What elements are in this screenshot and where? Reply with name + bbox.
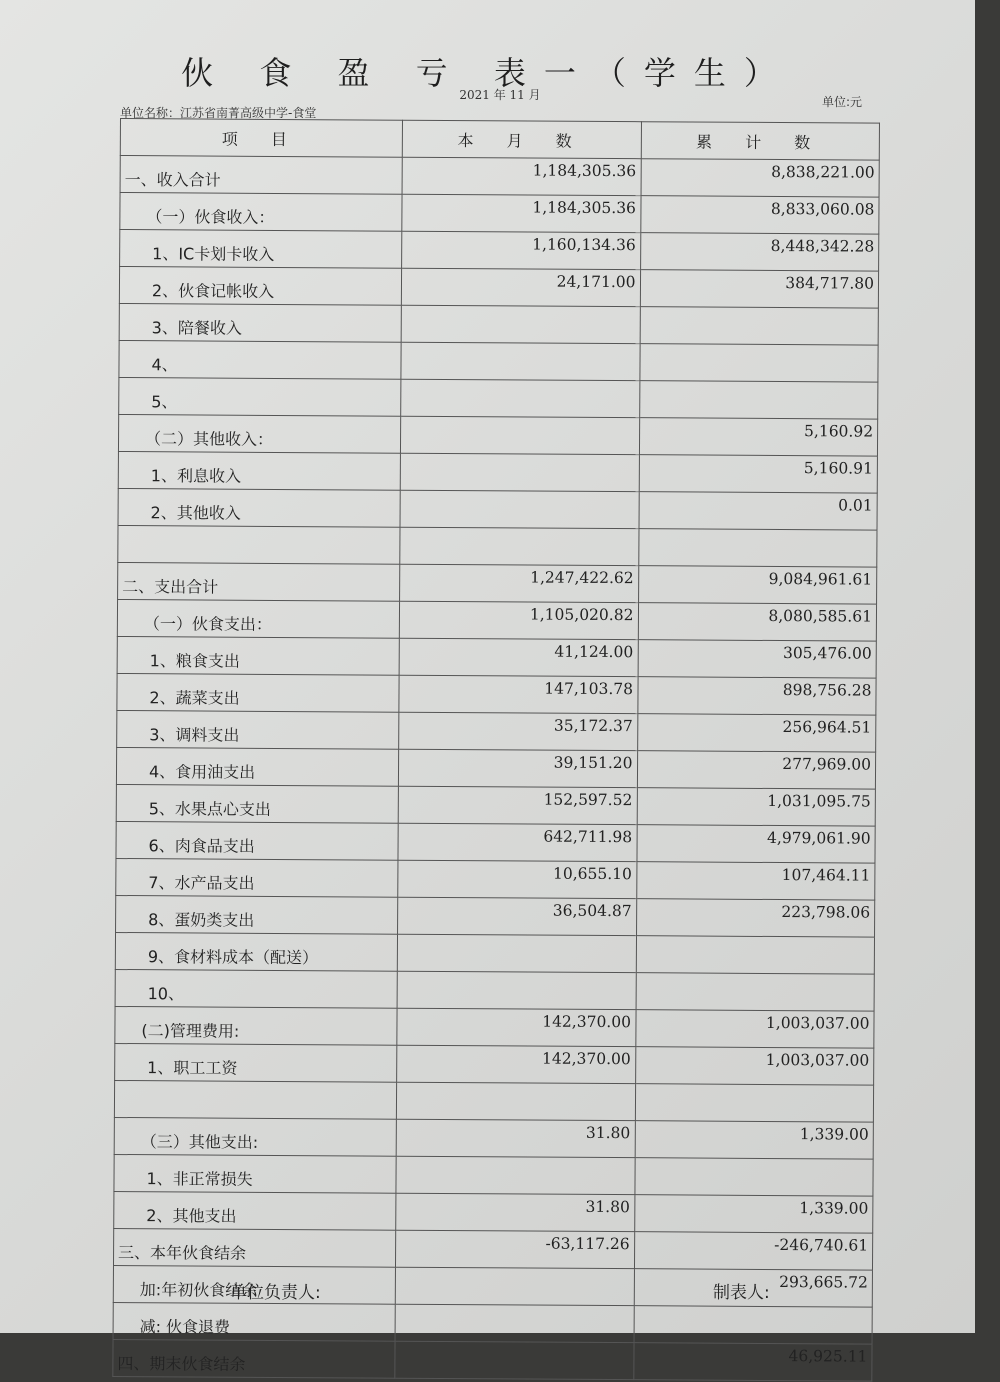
- total-cell: 8,838,221.00: [641, 159, 880, 197]
- total-cell: 256,964.51: [637, 714, 876, 752]
- table-row: [117, 599, 876, 641]
- total-cell: 5,160.92: [639, 418, 878, 456]
- item-cell: 8、蛋奶类支出: [116, 895, 398, 934]
- item-cell: 加:年初伙食结余: [113, 1265, 395, 1304]
- total-cell: 277,969.00: [637, 751, 876, 789]
- item-cell: （二）其他收入：: [118, 414, 400, 453]
- total-cell: 898,756.28: [637, 677, 876, 715]
- month-cell: [395, 1304, 634, 1342]
- table-row: [116, 895, 875, 937]
- month-cell: 152,597.52: [398, 786, 637, 824]
- table-row: [120, 230, 879, 272]
- item-cell: （三）其他支出:: [114, 1117, 396, 1156]
- item-cell: 三、本年伙食结余: [113, 1228, 395, 1267]
- month-cell: [401, 342, 640, 380]
- month-cell: 35,172.37: [399, 712, 638, 750]
- month-cell: 39,151.20: [398, 749, 637, 787]
- total-cell: 1,339.00: [634, 1195, 873, 1233]
- report-date: 2021 年 11 月: [459, 88, 541, 102]
- month-cell: 31.80: [396, 1193, 635, 1231]
- month-cell: [396, 1156, 635, 1194]
- month-cell: [400, 416, 639, 454]
- month-cell: 642,711.98: [398, 823, 637, 861]
- item-cell: 1、IC卡划卡收入: [120, 230, 402, 269]
- month-cell: [395, 1341, 634, 1379]
- total-cell: [638, 529, 877, 567]
- unit-name: 单位名称：江苏省南菁高级中学-食堂: [120, 106, 317, 120]
- table-row: [116, 821, 875, 863]
- table-row: [115, 969, 874, 1011]
- total-cell: [634, 1158, 873, 1196]
- item-cell: 6、肉食品支出: [116, 821, 398, 860]
- total-cell: 4,979,061.90: [636, 825, 875, 863]
- total-cell: 1,003,037.00: [635, 1047, 874, 1085]
- item-cell: (二)管理费用:: [115, 1006, 397, 1045]
- profit-loss-table: [112, 118, 880, 1382]
- table-row: [115, 1043, 874, 1085]
- item-cell: 减: 伙食退费: [113, 1302, 395, 1341]
- total-cell: 9,084,961.61: [638, 566, 877, 604]
- total-cell: 223,798.06: [636, 899, 875, 937]
- month-cell: 1,160,134.36: [402, 231, 641, 269]
- total-cell: 8,080,585.61: [638, 603, 877, 641]
- table-row: [118, 488, 877, 530]
- total-cell: 1,031,095.75: [637, 788, 876, 826]
- month-cell: [396, 1082, 635, 1120]
- item-cell: 10、: [115, 969, 397, 1008]
- currency-unit: 单位:元: [822, 95, 863, 109]
- total-cell: [639, 381, 878, 419]
- month-cell: [395, 1267, 634, 1305]
- table-row: [119, 377, 878, 419]
- table-row: [114, 1191, 873, 1233]
- total-cell: [634, 1306, 873, 1344]
- total-cell: 1,003,037.00: [635, 1010, 874, 1048]
- table-row: [118, 451, 877, 493]
- item-cell: 2、伙食记帐收入: [119, 267, 401, 306]
- table-row: [120, 193, 879, 235]
- table-row: [115, 932, 874, 974]
- month-cell: [397, 934, 636, 972]
- table-row: [118, 525, 877, 567]
- item-cell: （一）伙食收入：: [120, 193, 402, 232]
- total-cell: 1,339.00: [635, 1121, 874, 1159]
- month-cell: 10,655.10: [398, 860, 637, 898]
- item-cell: 2、蔬菜支出: [117, 673, 399, 712]
- table-row: [113, 1339, 872, 1381]
- item-cell: 二、支出合计: [118, 562, 400, 601]
- table-header: [120, 119, 879, 161]
- table-row: [118, 562, 877, 604]
- item-cell: 4、食用油支出: [116, 747, 398, 786]
- month-cell: 1,184,305.36: [402, 194, 641, 232]
- table-row: [116, 858, 875, 900]
- total-cell: [636, 973, 875, 1011]
- item-cell: 7、水产品支出: [116, 858, 398, 897]
- item-cell: [118, 525, 400, 564]
- table-row: [113, 1228, 872, 1270]
- total-cell: 0.01: [639, 492, 878, 530]
- item-cell: 2、其他支出: [114, 1191, 396, 1230]
- item-cell: 3、调料支出: [117, 710, 399, 749]
- month-cell: 142,370.00: [397, 1045, 636, 1083]
- month-cell: [397, 971, 636, 1009]
- item-cell: （一）伙食支出：: [117, 599, 399, 638]
- item-cell: 1、利息收入: [118, 451, 400, 490]
- table-row: [120, 156, 879, 198]
- item-cell: 5、: [119, 377, 401, 416]
- item-cell: 四、期末伙食结余: [113, 1339, 395, 1378]
- preparer-signature-label: 制表人:: [713, 1283, 770, 1303]
- item-cell: [114, 1080, 396, 1119]
- total-cell: [640, 307, 879, 345]
- table-row: [117, 636, 876, 678]
- month-cell: [400, 453, 639, 491]
- total-cell: 5,160.91: [639, 455, 878, 493]
- table-row: [119, 303, 878, 345]
- item-cell: 1、粮食支出: [117, 636, 399, 675]
- item-cell: 一、收入合计: [120, 156, 402, 195]
- total-cell: 107,464.11: [636, 862, 875, 900]
- month-cell: [400, 527, 639, 565]
- table-row: [116, 747, 875, 789]
- table-row: [118, 414, 877, 456]
- table-row: [114, 1117, 873, 1159]
- table-row: [117, 673, 876, 715]
- total-cell: 293,665.72: [634, 1269, 873, 1307]
- month-cell: [401, 379, 640, 417]
- table-row: [117, 710, 876, 752]
- item-cell: 9、食材料成本（配送）: [115, 932, 397, 971]
- month-cell: 41,124.00: [399, 638, 638, 676]
- table-row: [113, 1302, 872, 1344]
- item-cell: 2、其他收入: [118, 488, 400, 527]
- month-cell: 147,103.78: [399, 675, 638, 713]
- month-cell: 1,105,020.82: [399, 601, 638, 639]
- total-cell: -246,740.61: [634, 1232, 873, 1270]
- month-cell: 142,370.00: [397, 1008, 636, 1046]
- document-title: 伙 食 盈 亏 表一（学生）: [181, 54, 794, 92]
- header-total: 累 计 数: [641, 122, 880, 160]
- item-cell: 4、: [119, 340, 401, 379]
- item-cell: 3、陪餐收入: [119, 303, 401, 342]
- total-cell: [636, 936, 875, 974]
- leader-signature-label: 单位负责人:: [230, 1283, 321, 1303]
- table-row: [114, 1080, 873, 1122]
- month-cell: 31.80: [396, 1119, 635, 1157]
- month-cell: [400, 490, 639, 528]
- header-item: 项 目: [120, 119, 402, 158]
- month-cell: 1,184,305.36: [402, 157, 641, 195]
- total-cell: 384,717.80: [640, 270, 879, 308]
- table-row: [116, 784, 875, 826]
- total-cell: [635, 1084, 874, 1122]
- month-cell: [401, 305, 640, 343]
- item-cell: 5、水果点心支出: [116, 784, 398, 823]
- total-cell: 8,448,342.28: [640, 233, 879, 271]
- month-cell: 36,504.87: [398, 897, 637, 935]
- table-row: [114, 1154, 873, 1196]
- header-month: 本 月 数: [402, 120, 641, 158]
- table-row: [119, 340, 878, 382]
- total-cell: [639, 344, 878, 382]
- month-cell: -63,117.26: [396, 1230, 635, 1268]
- item-cell: 1、非正常损失: [114, 1154, 396, 1193]
- total-cell: 8,833,060.08: [640, 196, 879, 234]
- table-row: [115, 1006, 874, 1048]
- item-cell: 1、职工工资: [115, 1043, 397, 1082]
- table-row: [119, 267, 878, 309]
- total-cell: 46,925.11: [633, 1343, 872, 1381]
- total-cell: 305,476.00: [638, 640, 877, 678]
- month-cell: 1,247,422.62: [400, 564, 639, 602]
- month-cell: 24,171.00: [401, 268, 640, 306]
